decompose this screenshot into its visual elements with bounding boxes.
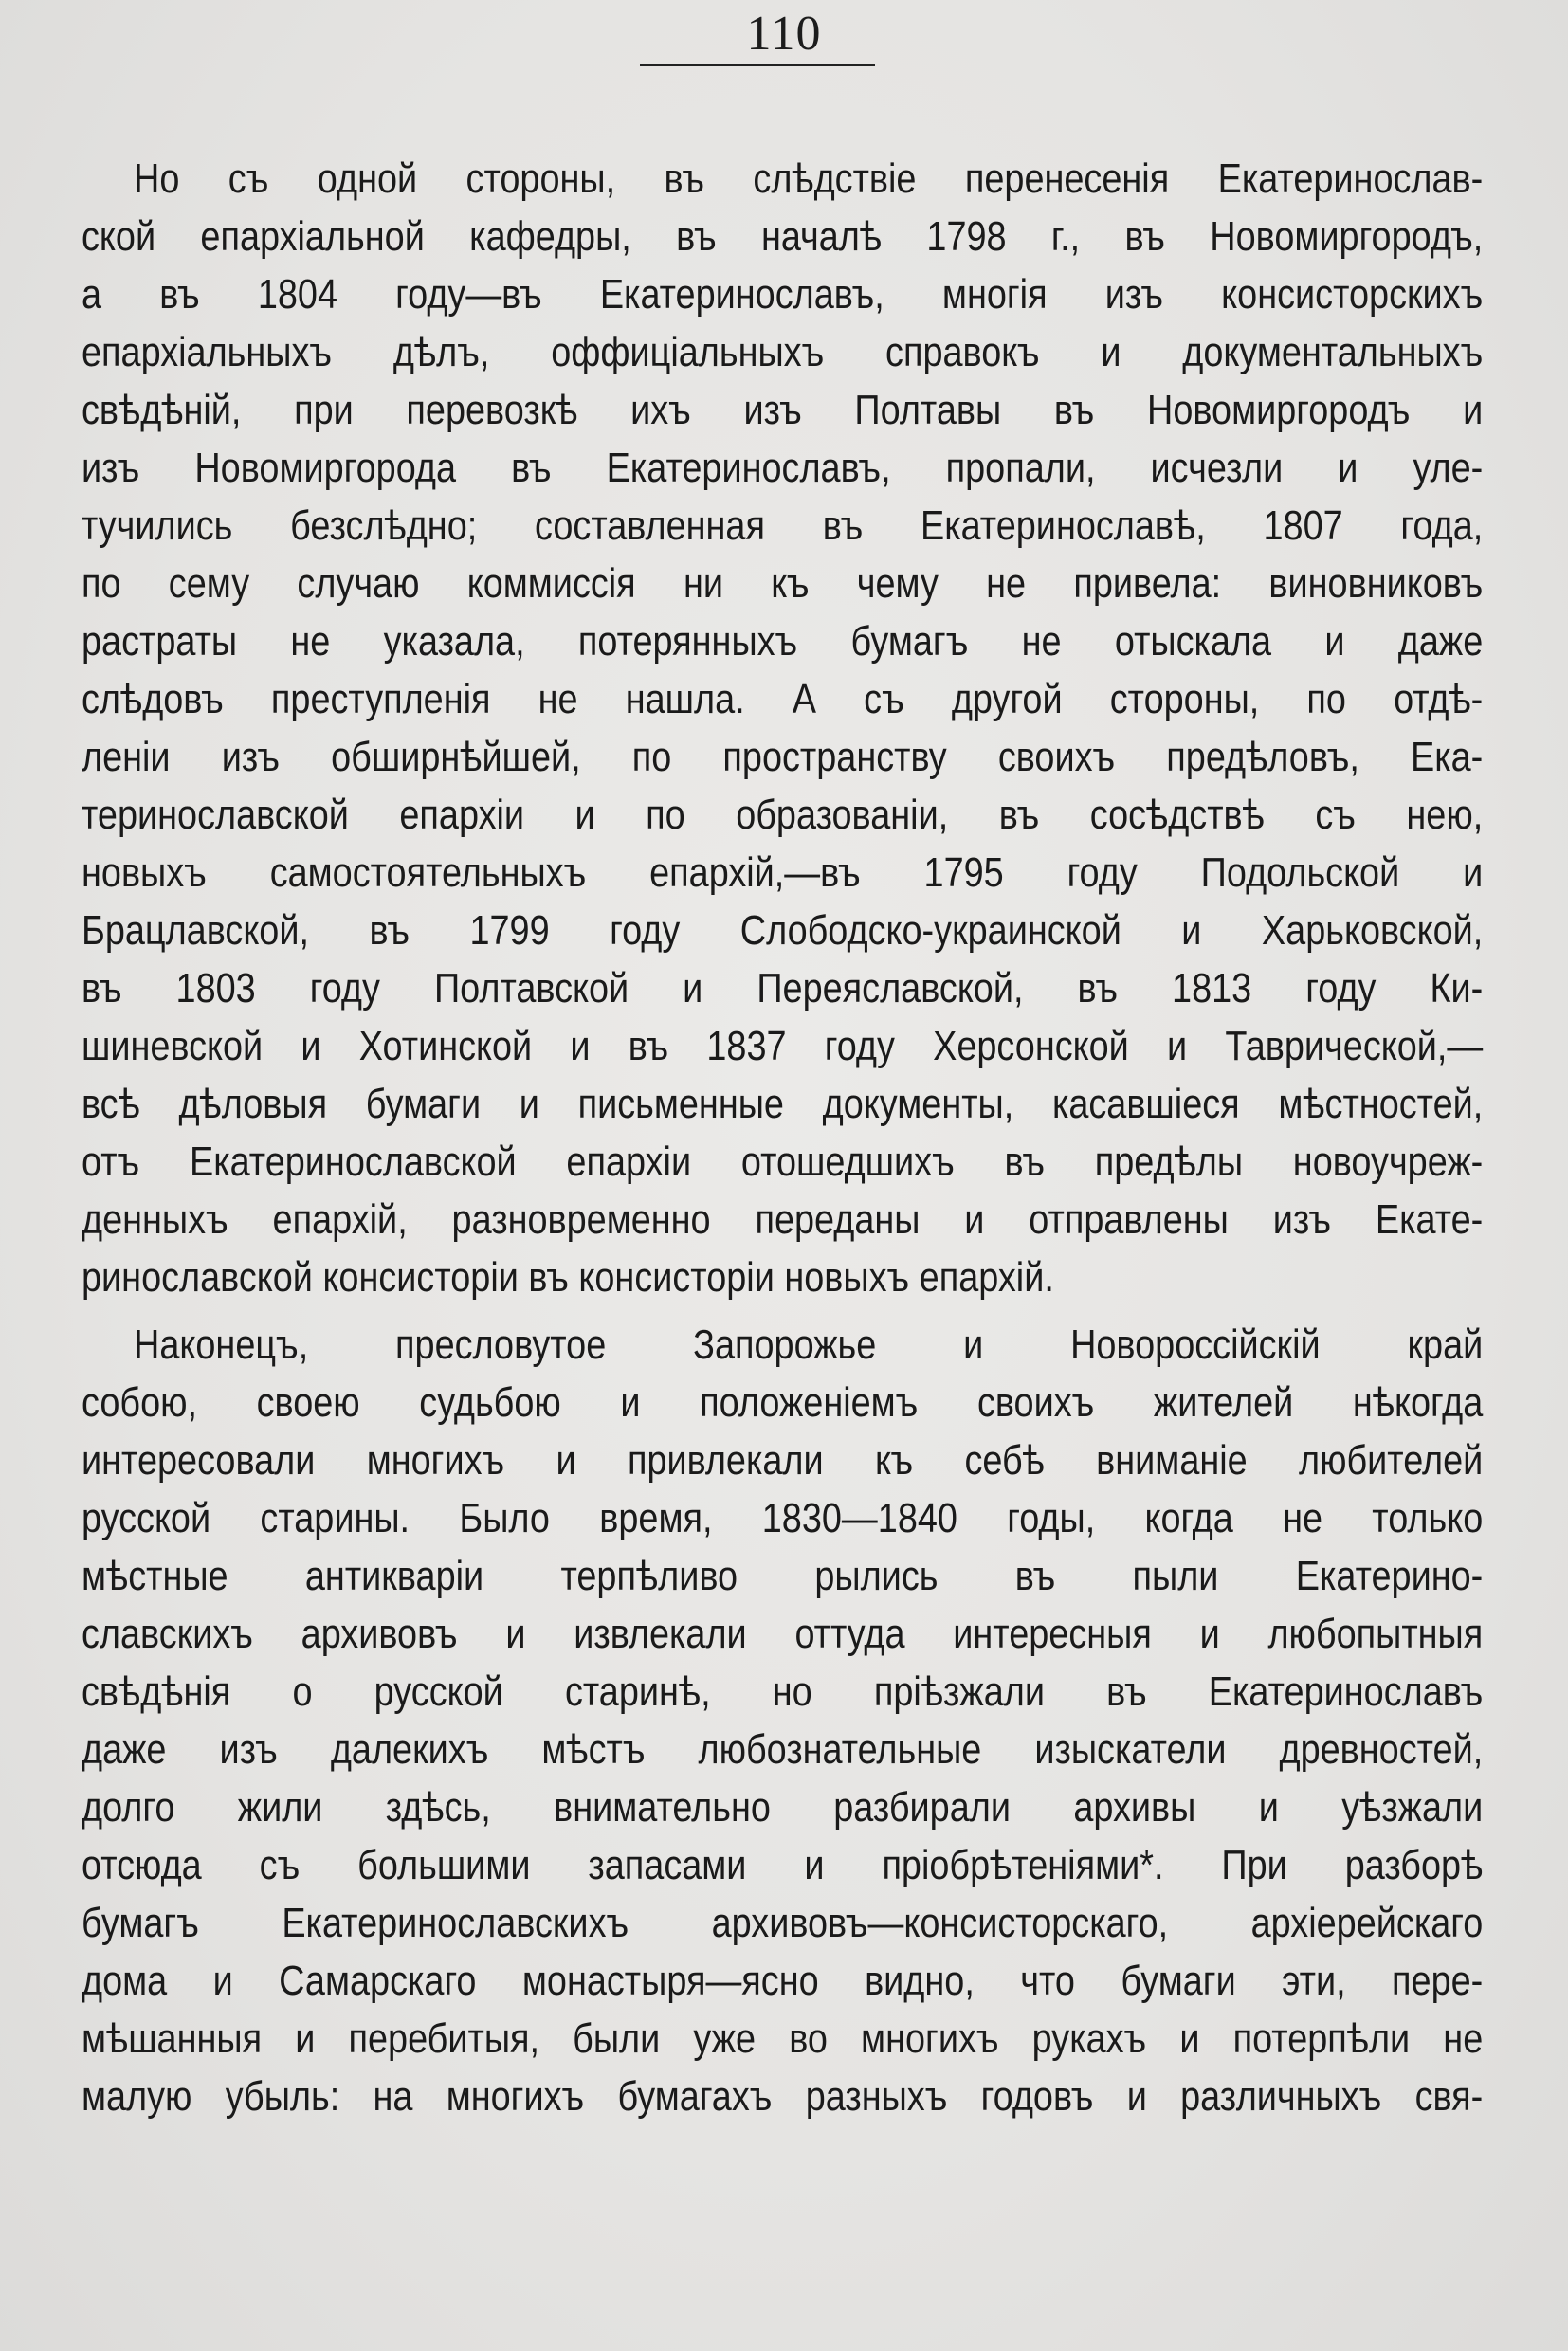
text-body — [82, 150, 1483, 2125]
text-line: отъ Екатеринославской епархіи отошедшихъ въ предѣлы новоучреж- — [82, 1139, 1484, 1185]
text-line: бумагъ Екатеринославскихъ архивовъ—консисторскаго, архіерейскаго — [82, 1900, 1484, 1946]
text-line: по сему случаю коммиссія ни къ чему не привела: виновниковъ — [82, 560, 1484, 607]
text-line: Но съ одной стороны, въ слѣдствіе перенесенія Екатеринослав- — [134, 155, 1484, 202]
text-line: ской епархіальной кафедры, въ началѣ 1798 г., въ Новомиргородъ, — [82, 213, 1484, 260]
text-line: тучились безслѣдно; составленная въ Екатеринославѣ, 1807 года, — [82, 502, 1484, 549]
text-line: а въ 1804 году—въ Екатеринославъ, многія изъ консисторскихъ — [82, 271, 1484, 318]
text-line: новыхъ самостоятельныхъ епархій,—въ 1795 году Подольской и — [82, 849, 1484, 896]
text-line: мѣстные антикваріи терпѣливо рылись въ пыли Екатерино- — [82, 1553, 1484, 1599]
text-line: епархіальныхъ дѣлъ, оффиціальныхъ справокъ и документальныхъ — [82, 329, 1484, 375]
text-line: собою, своею судьбою и положеніемъ своихъ жителей нѣкогда — [82, 1379, 1484, 1426]
text-line: Брацлавской, въ 1799 году Слободско-украинской и Харьковской, — [82, 907, 1484, 954]
text-line: всѣ дѣловыя бумаги и письменные документы, касавшіеся мѣстностей, — [82, 1081, 1484, 1127]
text-line: денныхъ епархій, разновременно переданы и отправлены изъ Екате- — [82, 1196, 1484, 1243]
text-line: растраты не указала, потерянныхъ бумагъ не отыскала и даже — [82, 618, 1484, 665]
paragraph-2 — [82, 1316, 1483, 2125]
text-line: мѣшанныя и перебитыя, были уже во многихъ рукахъ и потерпѣли не — [82, 2015, 1484, 2062]
text-line: слѣдовъ преступленія не нашла. А съ другой стороны, по отдѣ- — [82, 676, 1484, 722]
text-line: теринославской епархіи и по образованіи, въ сосѣдствѣ съ нею, — [82, 792, 1484, 838]
text-line: свѣдѣнія о русской старинѣ, но пріѣзжали въ Екатеринославъ — [82, 1668, 1484, 1715]
text-line: малую убыль: на многихъ бумагахъ разныхъ годовъ и различныхъ свя- — [82, 2073, 1484, 2120]
text-line: отсюда съ большими запасами и пріобрѣтеніями*. При разборѣ — [82, 1842, 1484, 1888]
text-line: интересовали многихъ и привлекали къ себѣ вниманіе любителей — [82, 1437, 1484, 1484]
text-line: шиневской и Хотинской и въ 1837 году Херсонской и Таврической,— — [82, 1023, 1484, 1069]
text-line: изъ Новомиргорода въ Екатеринославъ, пропали, исчезли и уле- — [82, 445, 1484, 491]
header-rule — [640, 64, 875, 66]
paragraph-1 — [82, 150, 1483, 1306]
text-line: ринославской консисторіи въ консисторіи новыхъ епархій. — [82, 1254, 1054, 1301]
text-line: русской старины. Было время, 1830—1840 годы, когда не только — [82, 1495, 1484, 1541]
text-line: леніи изъ обширнѣйшей, по пространству своихъ предѣловъ, Ека- — [82, 734, 1484, 780]
text-line: долго жили здѣсь, внимательно разбирали архивы и уѣзжали — [82, 1784, 1484, 1831]
text-line: Наконецъ, пресловутое Запорожье и Новороссійскій край — [134, 1321, 1484, 1368]
text-line: даже изъ далекихъ мѣстъ любознательные изыскатели древностей, — [82, 1726, 1484, 1773]
text-line: свѣдѣній, при перевозкѣ ихъ изъ Полтавы въ Новомиргородъ и — [82, 387, 1484, 433]
text-line: дома и Самарскаго монастыря—ясно видно, что бумаги эти, пере- — [82, 1958, 1484, 2004]
text-line: въ 1803 году Полтавской и Переяславской, въ 1813 году Ки- — [82, 965, 1484, 1011]
text-line: славскихъ архивовъ и извлекали оттуда интересныя и любопытныя — [82, 1611, 1484, 1657]
page-number: 110 — [746, 7, 822, 61]
